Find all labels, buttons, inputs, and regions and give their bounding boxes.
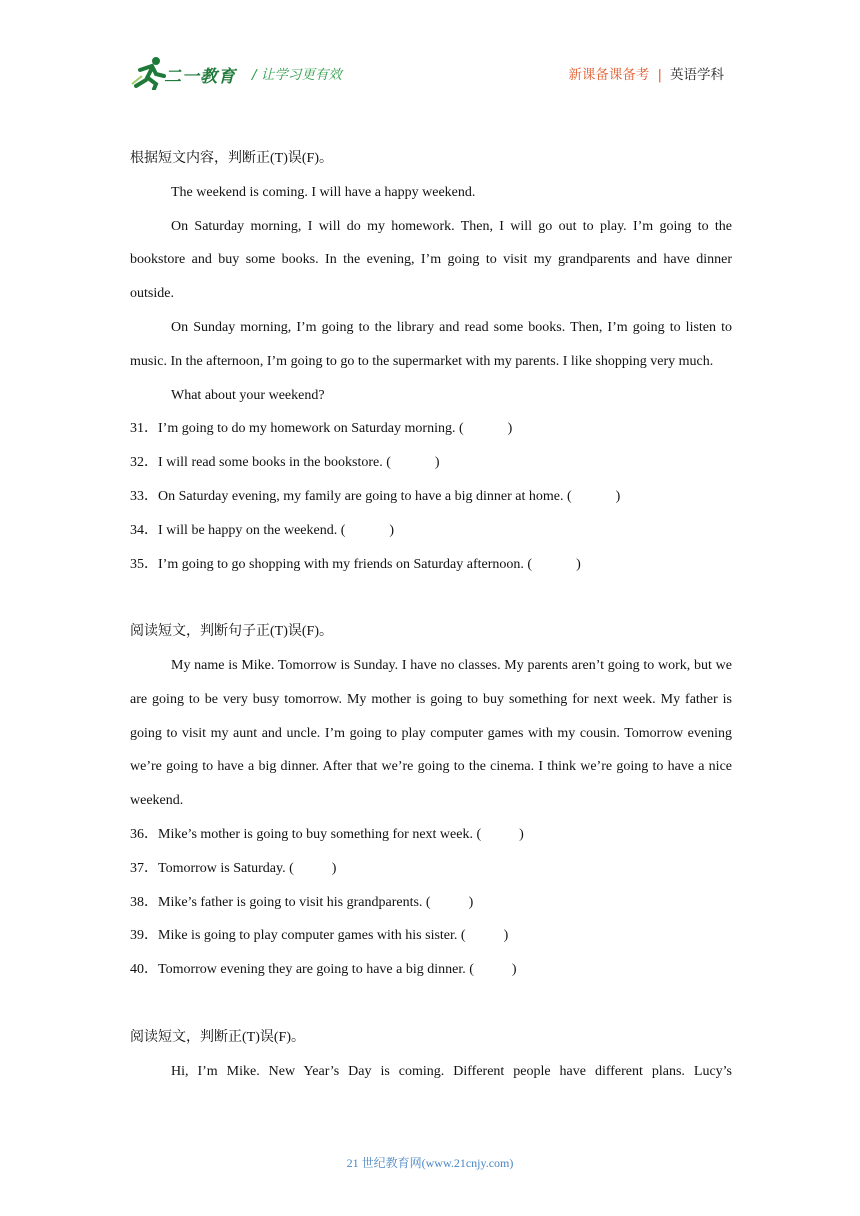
header-separator: | bbox=[657, 67, 662, 83]
question-31 bbox=[130, 412, 732, 446]
question-text: On Saturday evening, my family are going to have a big dinner at home. ( bbox=[158, 488, 572, 504]
header-subject-label: 英语学科 bbox=[670, 67, 724, 83]
question-text: I’m going to do my homework on Saturday morning. ( bbox=[158, 421, 464, 437]
section3-paragraph: Hi, I’m Mike. New Year’s Day is coming. Different people have different plans. Lucy’s bbox=[171, 1063, 732, 1079]
question-text: Mike is going to play computer games with his sister. ( bbox=[158, 928, 466, 944]
section-spacer bbox=[130, 987, 732, 1021]
question-number: 37． bbox=[130, 860, 158, 876]
section-spacer bbox=[130, 581, 732, 615]
question-number: 32． bbox=[130, 455, 158, 471]
runner-logo-icon bbox=[130, 56, 166, 90]
question-32 bbox=[130, 446, 732, 480]
question-close: ) bbox=[576, 556, 581, 572]
document-body bbox=[130, 142, 732, 1088]
question-text: Tomorrow is Saturday. ( bbox=[158, 860, 294, 876]
page-header bbox=[130, 56, 730, 92]
question-36 bbox=[130, 818, 732, 852]
question-close: ) bbox=[511, 962, 517, 978]
question-text: Tomorrow evening they are going to have a big dinner. ( bbox=[158, 962, 474, 978]
question-number: 40． bbox=[130, 962, 158, 978]
question-close: ) bbox=[519, 826, 524, 842]
question-close: ) bbox=[468, 894, 474, 910]
question-close: ) bbox=[434, 455, 440, 471]
section1-paragraph: On Sunday morning, I’m going to the library and read some books. Then, I’m going to listen to music. In the afternoon, I’m going to go to the supermarket with my parents. I like shopping very much. bbox=[130, 319, 732, 369]
question-38 bbox=[130, 886, 732, 920]
question-text: Mike’s father is going to visit his grandparents. ( bbox=[158, 894, 431, 910]
slogan: / 让学习更有效 bbox=[252, 67, 342, 83]
question-number: 35． bbox=[130, 556, 158, 572]
section2-instruction: 阅读短文，判断句子正(T)误(F)。 bbox=[130, 624, 333, 640]
question-text: I will be happy on the weekend. ( bbox=[158, 522, 346, 538]
logo-text: 二一教育 bbox=[164, 67, 236, 87]
header-right bbox=[568, 63, 724, 83]
section1-paragraph: What about your weekend? bbox=[171, 387, 325, 403]
question-text: I’m going to go shopping with my friends on Saturday afternoon. ( bbox=[158, 556, 533, 572]
section1-paragraph: The weekend is coming. I will have a happy weekend. bbox=[171, 184, 476, 200]
question-37 bbox=[130, 852, 732, 886]
question-text: I will read some books in the bookstore. ( bbox=[158, 455, 391, 471]
question-number: 36． bbox=[130, 826, 158, 842]
section3-instruction: 阅读短文，判断正(T)误(F)。 bbox=[130, 1029, 305, 1045]
page-footer: 21 世纪教育网(www.21cnjy.com) bbox=[346, 1156, 514, 1170]
header-course-label: 新课备课备考 bbox=[568, 67, 650, 83]
question-close: ) bbox=[331, 860, 337, 876]
section2-paragraph: My name is Mike. Tomorrow is Sunday. I have no classes. My parents aren’t going to work, but we are going to be very busy tomorrow. My mother is going to buy something for next week. My father is going to visit my aunt and uncle. I’m going to play computer games with my cousin. Tomorrow evening we’re going to have a big dinner. After that we’re going to the cinema. I think we’re going to have a nice weekend. bbox=[130, 657, 732, 809]
question-close: ) bbox=[615, 488, 621, 504]
question-40 bbox=[130, 953, 732, 987]
section1-instruction: 根据短文内容，判断正(T)误(F)。 bbox=[130, 151, 333, 166]
question-39 bbox=[130, 919, 732, 953]
question-number: 33． bbox=[130, 488, 158, 504]
question-close: ) bbox=[503, 928, 509, 944]
question-35 bbox=[130, 548, 732, 582]
question-text: Mike’s mother is going to buy something for next week. ( bbox=[158, 826, 482, 842]
question-34 bbox=[130, 514, 732, 548]
section1-paragraph: On Saturday morning, I will do my homework. Then, I will go out to play. I’m going to the bookstore and buy some books. In the evening, I’m going to visit my grandparents and have dinner outside. bbox=[130, 218, 732, 302]
question-number: 31． bbox=[130, 421, 158, 437]
question-number: 39． bbox=[130, 928, 158, 944]
question-number: 34． bbox=[130, 522, 158, 538]
question-close: ) bbox=[507, 421, 513, 437]
question-number: 38． bbox=[130, 894, 158, 910]
question-close: ) bbox=[389, 522, 395, 538]
question-33 bbox=[130, 480, 732, 514]
